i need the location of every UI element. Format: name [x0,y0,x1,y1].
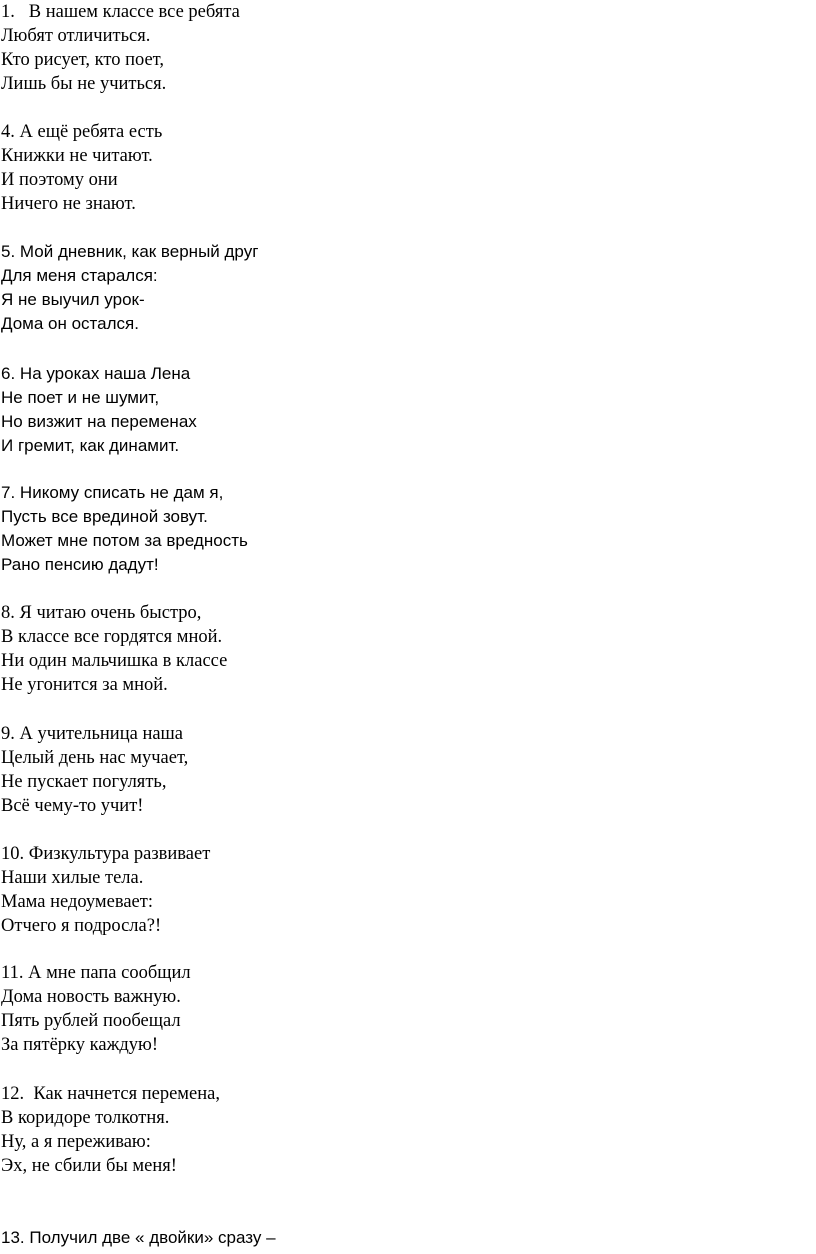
stanza-line: Не угонится за мной. [1,675,168,695]
stanza-line: 8. Я читаю очень быстро, [1,603,202,623]
stanza-line: В коридоре толкотня. [1,1108,170,1128]
stanza-6 [1,362,197,458]
stanza-line: Ничего не знают. [1,194,136,214]
stanza-line: Дома новость важную. [1,987,181,1007]
stanza-number: 1. [1,2,15,22]
stanza-line: За пятёрку каждую! [1,1035,159,1055]
stanza-line: Пять рублей пообещал [1,1011,181,1031]
stanza-line: Но визжит на переменах [1,412,197,431]
stanza-line: Лишь бы не учиться. [1,74,167,94]
stanza-9 [1,722,188,818]
stanza-line: Может мне потом за вредность [1,531,248,550]
stanza-line: Дома он остался. [1,314,139,333]
stanza-number: 5. [1,242,16,261]
stanza-8 [1,601,227,697]
stanza-line: 13. Получил две « двойки» сразу – [1,1228,276,1247]
stanza-line: Я не выучил урок- [1,290,145,309]
stanza-line: Любят отличиться. [1,26,151,46]
stanza-line: 1. В нашем классе все ребята [1,2,240,22]
stanza-line: 12. Как начнется перемена, [1,1084,220,1104]
stanza-line: 6. На уроках наша Лена [1,364,191,383]
stanza-11 [1,961,191,1057]
stanza-line: 5. Мой дневник, как верный друг [1,242,259,261]
stanza-number: 7. [1,483,16,502]
stanza-line: Наши хилые тела. [1,868,144,888]
stanza-line: 7. Никому списать не дам я, [1,483,224,502]
stanza-line: 10. Физкультура развивает [1,844,211,864]
stanza-10 [1,842,210,938]
stanza-number: 9. [1,724,15,744]
stanza-line: Эх, не сбили бы меня! [1,1156,177,1176]
stanza-line: 4. А ещё ребята есть [1,122,163,142]
stanza-line: Не пускает погулять, [1,772,167,792]
stanza-1 [1,0,240,96]
stanza-line: Мама недоумевает: [1,892,153,912]
stanza-line: Не поет и не шумит, [1,388,160,407]
stanza-line: Отчего я подросла?! [1,916,162,936]
stanza-line: 9. А учительница наша [1,724,184,744]
stanza-line: Для меня старался: [1,266,158,285]
stanza-line: Всё чему-то учит! [1,796,144,816]
stanza-number: 11. [1,963,24,983]
stanza-line: Целый день нас мучает, [1,748,189,768]
stanza-number: 8. [1,603,15,623]
stanza-line: Рано пенсию дадут! [1,555,159,574]
stanza-number: 13. [1,1228,25,1247]
stanza-line: Кто рисует, кто поет, [1,50,164,70]
stanza-line: И поэтому они [1,170,118,190]
stanza-line: 11. А мне папа сообщил [1,963,191,983]
stanza-line: Ну, а я переживаю: [1,1132,151,1152]
stanza-number: 12. [1,1084,25,1104]
stanza-number: 6. [1,364,16,383]
stanza-7 [1,481,248,577]
stanza-number: 4. [1,122,15,142]
stanza-12 [1,1082,220,1178]
stanza-line: В классе все гордятся мной. [1,627,223,647]
stanza-4 [1,120,162,216]
stanza-line: И гремит, как динамит. [1,436,180,455]
stanza-13 [1,1226,276,1250]
stanza-line: Книжки не читают. [1,146,153,166]
stanza-number: 10. [1,844,25,864]
stanza-line: Ни один мальчишка в классе [1,651,228,671]
stanza-5 [1,240,258,336]
stanza-line: Пусть все врединой зовут. [1,507,208,526]
